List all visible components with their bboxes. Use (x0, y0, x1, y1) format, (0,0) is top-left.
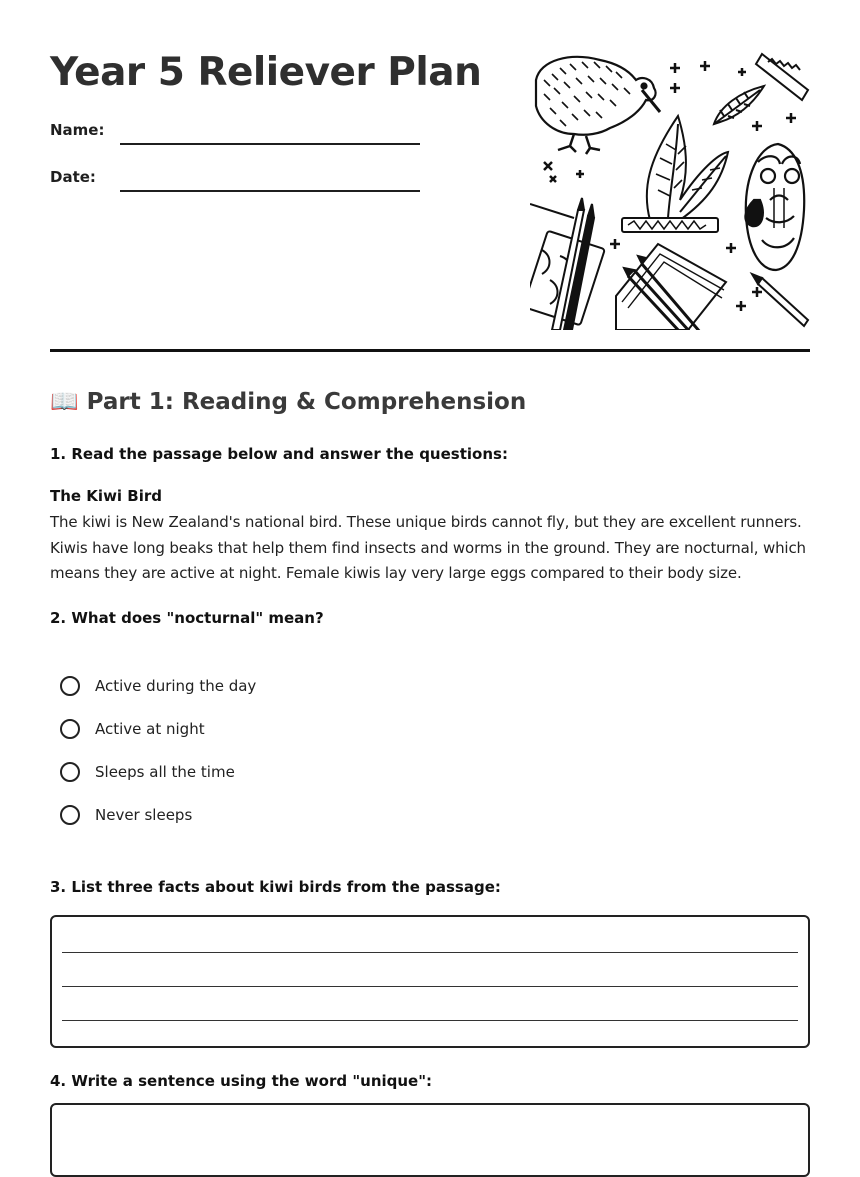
section-heading-reading: 📖 Part 1: Reading & Comprehension (50, 389, 527, 415)
feather-icon (714, 86, 764, 124)
writing-line (62, 952, 798, 953)
option-label: Sleeps all the time (95, 763, 235, 781)
radio-button[interactable] (60, 676, 80, 696)
passage-text: The kiwi is New Zealand's national bird. These unique birds cannot fly, but they are excellent runners. Kiwis have long beaks that help them find insects and worms in the ground. They are nocturnal, which means they are active at night. Female kiwis lay very large eggs compared to their body size. (50, 513, 806, 582)
option-active-day[interactable] (60, 673, 256, 699)
option-active-night[interactable] (60, 716, 205, 742)
maori-carving-icon (745, 144, 804, 270)
radio-button[interactable] (60, 719, 80, 739)
header-divider (50, 349, 810, 352)
option-label: Never sleeps (95, 806, 193, 824)
option-label: Active at night (95, 720, 205, 738)
name-field[interactable] (120, 143, 420, 145)
fern-leaf-icon (622, 116, 728, 232)
date-field[interactable] (120, 190, 420, 192)
radio-button[interactable] (60, 805, 80, 825)
carved-stick-icon (756, 54, 808, 100)
option-never-sleeps[interactable] (60, 802, 192, 828)
answer-box-sentence[interactable] (50, 1103, 810, 1177)
book-icon (616, 244, 726, 330)
kiwi-bird-icon (536, 57, 660, 154)
page-title: Year 5 Reliever Plan (50, 50, 482, 95)
answer-box-facts[interactable] (50, 915, 810, 1048)
name-label: Name: (50, 121, 105, 139)
option-sleeps-all-time[interactable] (60, 759, 235, 785)
writing-line (62, 986, 798, 987)
question-2: 2. What does "nocturnal" mean? (50, 609, 324, 627)
radio-button[interactable] (60, 762, 80, 782)
question-4: 4. Write a sentence using the word "unique": (50, 1072, 433, 1090)
question-3: 3. List three facts about kiwi birds from the passage: (50, 878, 501, 896)
date-label: Date: (50, 168, 96, 186)
writing-line (62, 1020, 798, 1021)
option-label: Active during the day (95, 677, 257, 695)
question-1: 1. Read the passage below and answer the questions: (50, 445, 508, 463)
passage-title: The Kiwi Bird (50, 487, 163, 505)
header-illustration (530, 50, 810, 330)
